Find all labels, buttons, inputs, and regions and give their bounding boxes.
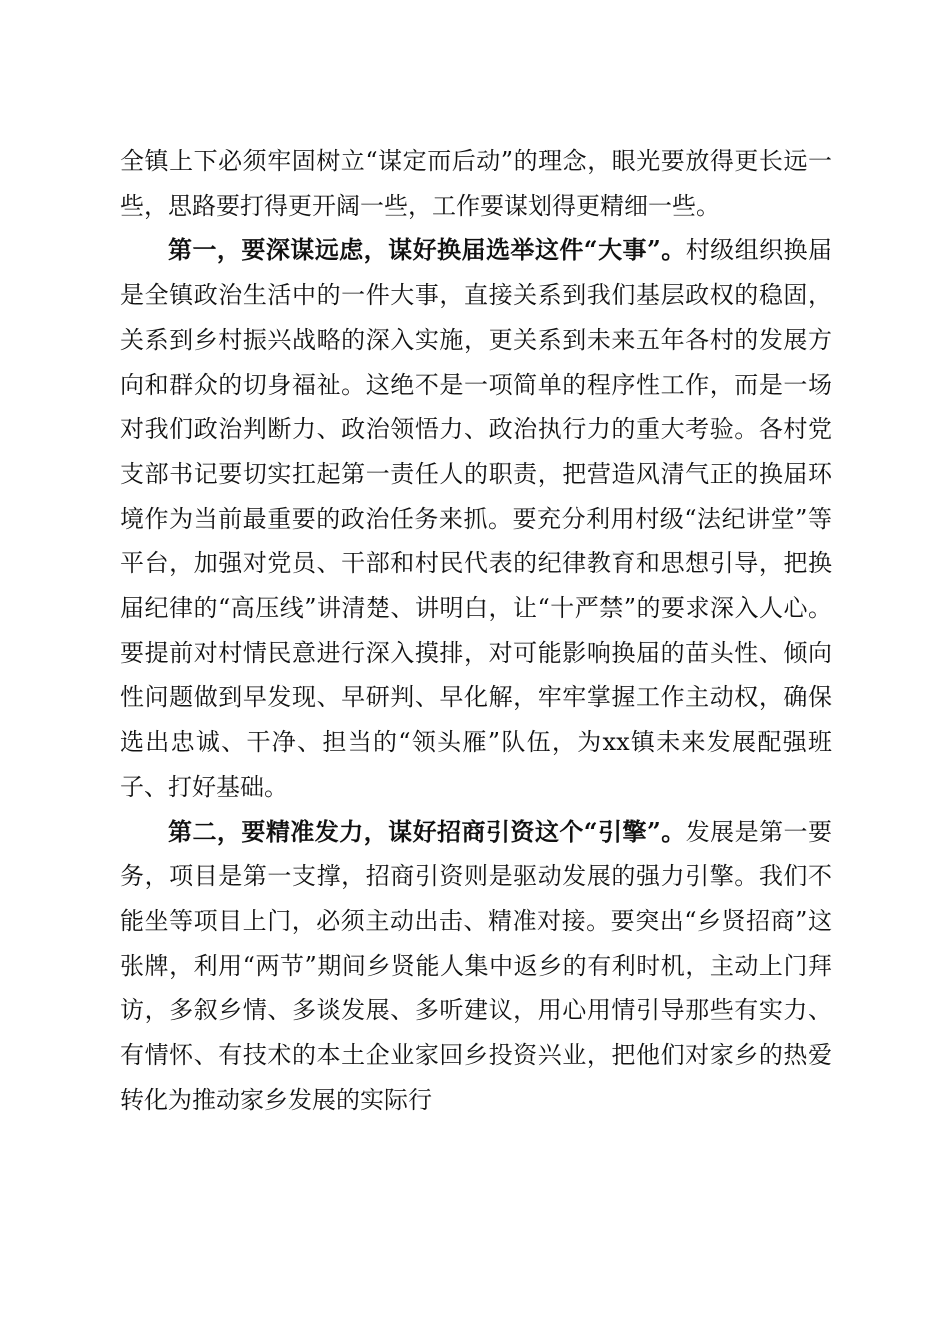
paragraph-first-text: 村级组织换届是全镇政治生活中的一件大事，直接关系到我们基层政权的稳固，关系到乡村振兴战略的深入实施，更关系到未来五年各村的发展方向和群众的切身福祉。这绝不是一项简单的程序性工作，而是一场对我们政治判断力、政治领悟力、政治执行力的重大考验。各村党支部书记要切实扛起第一责任人的职责，把营造风清气正的换届环境作为当前最重要的政治任务来抓。要充分利用村级“法纪讲堂”等平台，加强对党员、干部和村民代表的纪律教育和思想引导，把换届纪律的“高压线”讲清楚、讲明白，让“十严禁”的要求深入人心。要提前对村情民意进行深入摸排，对可能影响换届的苗头性、倾向性问题做到早发现、早研判、早化解，牢牢掌握工作主动权，确保选出忠诚、干净、担当的“领头雁”队伍，为xx镇未来发展配强班子、打好基础。 — [120, 236, 833, 801]
paragraph-second-heading: 第二，要精准发力，谋好招商引资这个“引擎”。 — [168, 816, 686, 846]
paragraph-second — [120, 810, 832, 1123]
paragraph-intro-text: 全镇上下必须牢固树立“谋定而后动”的理念，眼光要放得更长远一些，思路要打得更开阔一些，工作要谋划得更精细一些。 — [120, 147, 832, 220]
paragraph-second-text: 发展是第一要务，项目是第一支撑，招商引资则是驱动发展的强力引擎。我们不能坐等项目上门，必须主动出击、精准对接。要突出“乡贤招商”这张牌，利用“两节”期间乡贤能人集中返乡的有利时机，主动上门拜访，多叙乡情、多谈发展、多听建议，用心用情引导那些有实力、有情怀、有技术的本土企业家回乡投资兴业，把他们对家乡的热爱转化为推动家乡发展的实际行 — [120, 817, 833, 1114]
paragraph-intro — [120, 139, 832, 228]
document-body — [120, 139, 832, 1122]
paragraph-first-heading: 第一，要深谋远虑，谋好换届选举这件“大事”。 — [168, 235, 686, 265]
paragraph-first — [120, 228, 832, 809]
